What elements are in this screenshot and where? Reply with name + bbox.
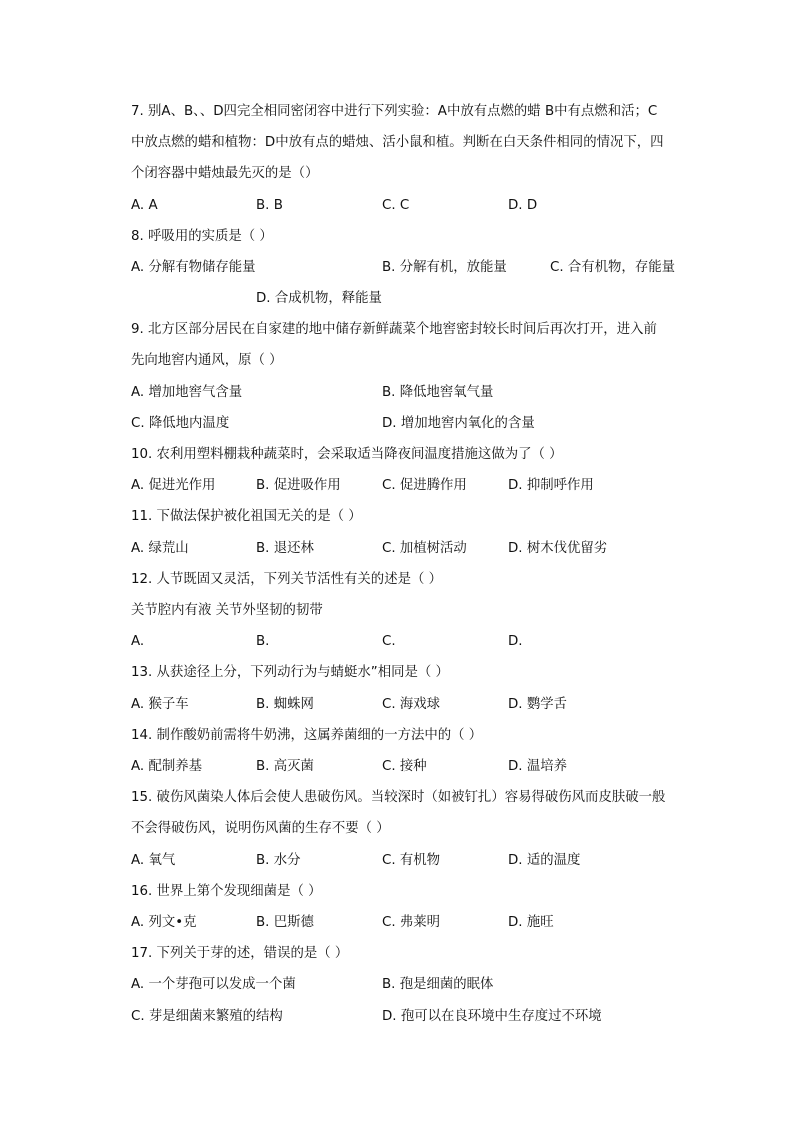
question-12-option-d: D.	[508, 634, 523, 649]
question-11-option-a: A. 绿荒山	[131, 541, 189, 556]
question-7-option-a: A. A	[131, 198, 158, 213]
question-7-line-2: 中放点燃的蜡和植物：D中放有点的蜡烛、活小鼠和植。判断在白天条件相同的情况下，四	[131, 135, 664, 150]
question-12-line-2: 关节腔内有液 关节外坚韧的韧带	[131, 603, 323, 618]
question-15-option-a: A. 氧气	[131, 853, 176, 868]
question-15-line-2: 不会得破伤风，说明伤风菌的生存不要（ ）	[131, 821, 390, 836]
question-8-option-b: B. 分解有机，放能量	[382, 260, 507, 275]
question-15-option-b: B. 水分	[256, 853, 301, 868]
question-9-option-a: A. 增加地窖气含量	[131, 385, 243, 400]
question-13-line-1: 13. 从获途径上分，下列动行为与蜻蜓水”相同是（ ）	[131, 665, 449, 680]
question-8-option-a: A. 分解有物储存能量	[131, 260, 256, 275]
question-13-option-b: B. 蜘蛛网	[256, 697, 314, 712]
question-14-option-c: C. 接种	[382, 759, 427, 774]
question-12-option-a: A.	[131, 634, 145, 649]
question-13-option-a: A. 猴子车	[131, 697, 189, 712]
question-7-option-b: B. B	[256, 198, 283, 213]
question-17-line-1: 17. 下列关于芽的述，错误的是（ ）	[131, 946, 349, 961]
question-10-option-c: C. 促进腾作用	[382, 478, 467, 493]
question-11-option-c: C. 加植树活动	[382, 541, 467, 556]
question-14-option-b: B. 高灭菌	[256, 759, 314, 774]
question-13-option-c: C. 海戏球	[382, 697, 441, 712]
question-7-line-3: 个闭容器中蜡烛最先灭的是（）	[131, 166, 319, 181]
question-9-line-2: 先向地窖内通风，原（ ）	[131, 353, 283, 368]
question-9-option-c: C. 降低地内温度	[131, 416, 230, 431]
question-7-option-d: D. D	[508, 198, 538, 213]
question-16-option-d: D. 施旺	[508, 915, 554, 930]
question-9-line-1: 9. 北方区部分居民在自家建的地中储存新鲜蔬菜个地窖密封较长时间后再次打开，进入前	[131, 322, 657, 337]
question-16-line-1: 16. 世界上第个发现细菌是（ ）	[131, 884, 322, 899]
question-16-option-a: A. 列文•克	[131, 915, 197, 930]
question-16-option-b: B. 巴斯德	[256, 915, 314, 930]
question-13-option-d: D. 鹦学舌	[508, 697, 567, 712]
question-10-option-a: A. 促进光作用	[131, 478, 216, 493]
question-14-option-d: D. 温培养	[508, 759, 567, 774]
question-11-option-b: B. 退还林	[256, 541, 314, 556]
question-12-line-1: 12. 人节既固又灵活，下列关节活性有关的述是（ ）	[131, 572, 443, 587]
question-17-option-d: D. 孢可以在良环境中生存度过不环境	[382, 1009, 602, 1024]
question-10-line-1: 10. 农利用塑料棚栽种蔬菜时，会采取适当降夜间温度措施这做为了（ ）	[131, 447, 563, 462]
question-15-option-c: C. 有机物	[382, 853, 441, 868]
question-15-line-1: 15. 破伤风菌染人体后会使人患破伤风。当较深时（如被钉扎）容易得破伤风而皮肤破一般	[131, 790, 666, 805]
question-16-option-c: C. 弗莱明	[382, 915, 441, 930]
question-17-option-c: C. 芽是细菌来繁殖的结构	[131, 1009, 283, 1024]
question-9-option-d: D. 增加地窖内氧化的含量	[382, 416, 535, 431]
question-14-option-a: A. 配制养基	[131, 759, 202, 774]
question-10-option-d: D. 抑制呼作用	[508, 478, 594, 493]
question-17-option-b: B. 孢是细菌的眠体	[382, 977, 494, 992]
question-7-option-c: C. C	[382, 198, 410, 213]
question-15-option-d: D. 适的温度	[508, 853, 581, 868]
question-8-line-1: 8. 呼吸用的实质是（ ）	[131, 229, 273, 244]
question-10-option-b: B. 促进吸作用	[256, 478, 341, 493]
question-11-line-1: 11. 下做法保护被化祖国无关的是（ ）	[131, 509, 362, 524]
question-17-option-a: A. 一个芽孢可以发成一个菌	[131, 977, 296, 992]
question-12-option-c: C.	[382, 634, 396, 649]
question-12-option-b: B.	[256, 634, 270, 649]
question-8-option-c: C. 合有机物，存能量	[550, 260, 675, 275]
question-8-option-d: D. 合成机物，释能量	[256, 291, 382, 306]
question-7-line-1: 7. 别A、B、、D四完全相同密闭容中进行下列实验：A中放有点燃的蜡 B中有点燃和活；C	[131, 104, 658, 119]
question-9-option-b: B. 降低地窖氧气量	[382, 385, 494, 400]
question-14-line-1: 14. 制作酸奶前需将牛奶沸，这属养菌细的一方法中的（ ）	[131, 728, 483, 743]
question-11-option-d: D. 树木伐优留劣	[508, 541, 608, 556]
